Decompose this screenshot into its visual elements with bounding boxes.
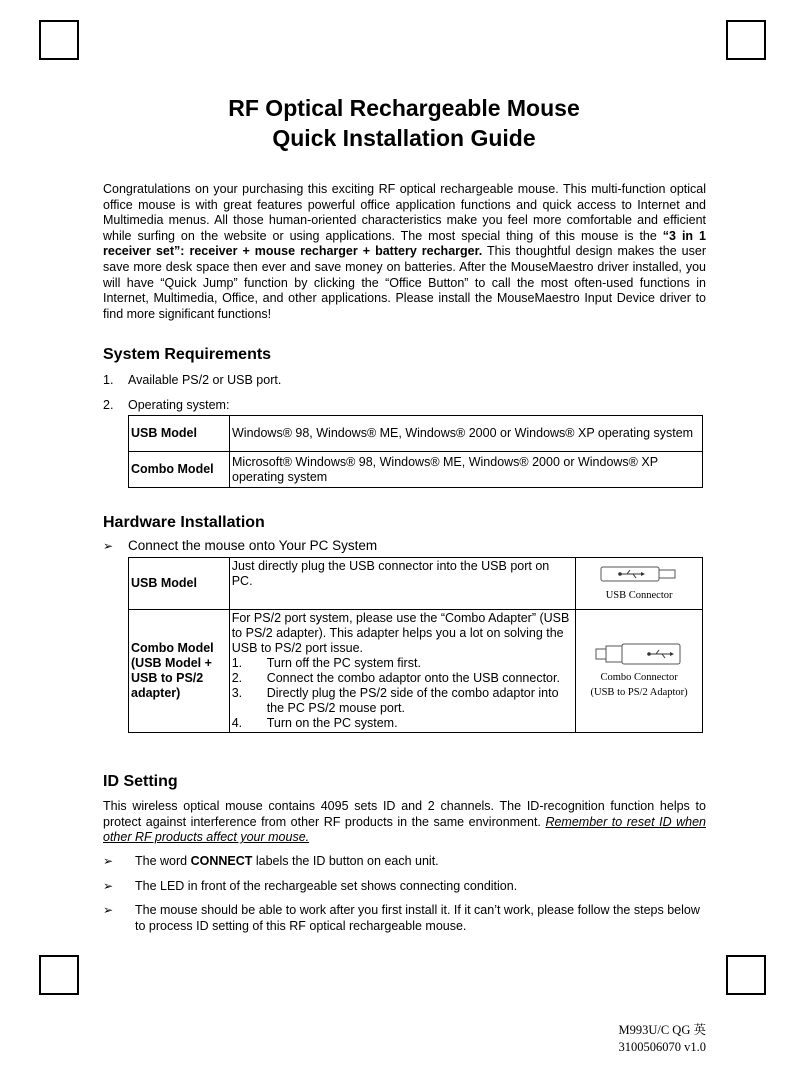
combo-steps [232,656,573,731]
hw-model-combo: Combo Model (USB Model + USB to PS/2 adapter) [129,610,230,733]
combo-intro: For PS/2 port system, please use the “Combo Adapter” (USB to PS/2 adapter). This adapter helps you a lot on solving the USB to PS/2 port issue. [231,611,570,655]
combo-connector-icon [594,642,684,666]
os-model-combo: Combo Model [129,452,230,488]
os-table [128,415,703,488]
list-item [103,879,706,895]
corner-mark-top-right [726,20,766,60]
arrow-bullet-icon: ➢ [103,539,114,553]
table-row [129,452,703,488]
table-row [129,610,703,733]
title-line-1: RF Optical Rechargeable Mouse [228,95,580,121]
id-emphasis: Remember to reset ID when other RF products affect your mouse. [103,814,707,845]
step-num: 2. [231,671,243,685]
document-footer [618,1022,706,1056]
requirement-num: 2. [103,398,114,412]
arrow-bullet-icon: ➢ [103,903,114,918]
table-row [129,416,703,452]
requirement-num: 1. [103,373,114,387]
intro-text-1: Congratulations on your purchasing this exciting RF optical rechargeable mouse. This multi-function optical office mouse is with great features powerful office application functions and quick access to Internet and Multimedia menus. All those human-oriented characteristics make you feel more comfortable and efficient while surfing on the website or using applications. The most special thing of this mouse is the [103,182,706,243]
os-desc-usb: Windows® 98, Windows® ME, Windows® 2000 or Windows® XP operating system [230,416,703,452]
step-num: 3. [231,686,243,700]
corner-mark-bottom-right [726,955,766,995]
hw-desc-usb: Just directly plug the USB connector into the USB port on PC. [229,558,575,610]
hw-desc-combo [229,610,575,733]
combo-connector-caption-1: Combo Connector [600,672,678,683]
bullet-text-end: labels the ID button on each unit. [252,854,439,868]
page-title [0,93,808,153]
list-item [232,671,573,686]
corner-mark-top-left [39,20,79,60]
hardware-installation-heading: Hardware Installation [103,514,265,531]
hardware-bullet [103,537,377,555]
usb-connector-cell [576,558,703,610]
requirement-text: Operating system: [128,398,230,412]
step-text: Turn off the PC system first. [266,656,421,670]
bullet-text: The mouse should be able to work after you first install it. If it can’t work, please follow the steps below to process ID setting of this RF optical rechargeable mouse. [135,903,700,933]
step-num: 4. [231,716,243,730]
id-bullet-list [103,854,706,943]
arrow-bullet-icon: ➢ [103,854,114,868]
usb-connector-caption: USB Connector [605,590,673,601]
os-model-usb: USB Model [129,416,230,452]
list-item [232,716,573,731]
list-item [232,686,573,716]
requirement-item-1 [103,372,281,388]
intro-bold: “3 in 1 receiver set”: receiver + mouse recharger + battery recharger. [103,228,706,259]
requirement-text: Available PS/2 or USB port. [128,373,282,387]
id-setting-paragraph [103,799,706,846]
hw-model-usb: USB Model [129,558,230,610]
os-desc-combo: Microsoft® Windows® 98, Windows® ME, Windows® 2000 or Windows® XP operating system [230,452,703,488]
intro-text-2: This thoughtful design makes the user save more desk space then ever and save money on batteries. After the MouseMaestro driver installed, you will have “Quick Jump” function by clicking the “Office Button” to call the most often-used functions in Internet, Multimedia, Office, and other applications. Please install the MouseMaestro Input Device driver to find more significant functions! [103,244,706,321]
usb-connector-icon [599,564,679,584]
footer-line-2: 3100506070 v1.0 [618,1040,706,1054]
hardware-bullet-text: Connect the mouse onto Your PC System [128,538,378,553]
bullet-text: The word [135,854,191,868]
title-line-2: Quick Installation Guide [272,125,536,151]
id-text: This wireless optical mouse contains 4095 sets ID and 2 channels. The ID-recognition function helps to protect against interference from other RF products in the same environment. [103,799,706,829]
hardware-table [128,557,703,733]
footer-line-1: M993U/C QG 英 [618,1023,706,1037]
step-text: Connect the combo adaptor onto the USB connector. [266,671,560,685]
list-item [103,854,706,870]
combo-connector-caption-2: (USB to PS/2 Adaptor) [590,687,688,698]
combo-connector-cell [576,610,703,733]
bullet-bold: CONNECT [190,854,253,868]
step-text: Turn on the PC system. [266,716,398,730]
list-item [103,903,706,934]
bullet-text: The LED in front of the rechargeable set shows connecting condition. [135,878,518,893]
corner-mark-bottom-left [39,955,79,995]
id-setting-heading: ID Setting [103,773,178,790]
list-item [232,656,573,671]
requirement-item-2 [103,397,229,413]
arrow-bullet-icon: ➢ [103,878,114,893]
table-row [129,558,703,610]
step-num: 1. [231,656,243,670]
system-requirements-heading: System Requirements [103,346,272,363]
step-text: Directly plug the PS/2 side of the combo adaptor into the PC PS/2 mouse port. [266,686,559,715]
intro-paragraph [103,182,706,322]
